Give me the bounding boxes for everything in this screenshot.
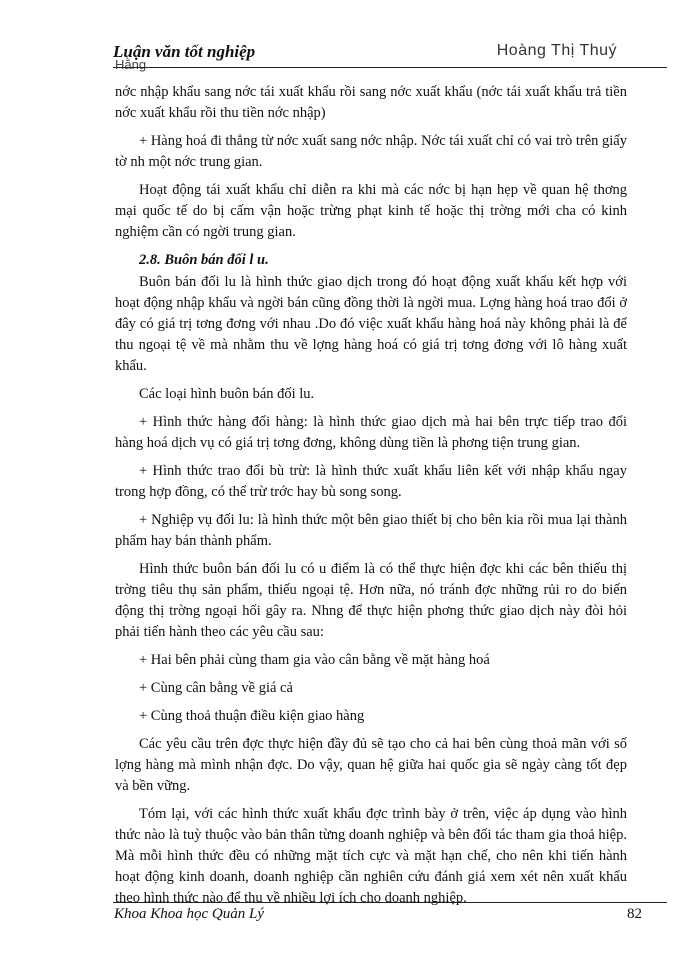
paragraph: Buôn bán đối lu là hình thức giao dịch trong đó hoạt động xuất khẩu kết hợp với hoạt động nhập khẩu và ngời bán cũng đồng thời là ngời mua. Lợng hàng hoá trao đổi ở đây có giá trị tơng đơng với nhau .Do đó việc xuất khẩu hàng hoá này không phải là để thu ngoại tệ về mà nhằm thu về lợng hàng hoá có giá trị tơng đơng với lô hàng xuất khẩu. [115,274,627,374]
page-body [115,82,627,916]
page-header [113,40,667,70]
paragraph: + Cùng cân bằng về giá cả [139,680,293,696]
thesis-title: Luận văn tốt nghiệp [113,42,256,61]
section-heading: 2.8. Buôn bán đối l u. [139,252,269,268]
paragraph: Các loại hình buôn bán đối lu. [139,386,315,402]
paragraph: + Hai bên phải cùng tham gia vào cân bằng về mặt hàng hoá [139,652,490,668]
paragraph: + Hình thức hàng đổi hàng: là hình thức giao dịch mà hai bên trực tiếp trao đổi hàng hoá dịch vụ có giá trị tơng đơng, không dùng tiền là phơng tiện trung gian. [115,414,627,451]
footer-rule [113,902,667,903]
faculty-name: Khoa Khoa học Quản Lý [114,906,264,922]
page-number: 82 [627,906,642,922]
paragraph: Hình thức buôn bán đối lu có u điểm là có thể thực hiện đợc khi các bên thiếu thị trờng tiêu thụ sản phẩm, thiếu ngoại tệ. Hơn nữa, nó tránh đợc những rủi ro do biến động thị trờng ngoại hối gây ra. Nhng để thực hiện phơng thức giao dịch này đòi hỏi phải tiến hành theo các yêu cầu sau: [115,561,627,640]
paragraph: Các yêu cầu trên đợc thực hiện đầy đủ sẽ tạo cho cả hai bên cùng thoả mãn với số lợng hàng mà mình nhận đợc. Do vậy, quan hệ giữa hai quốc gia sẽ ngày càng tốt đẹp và bền vững. [115,736,627,794]
paragraph: Tóm lại, với các hình thức xuất khẩu đợc trình bày ở trên, việc áp dụng vào hình thức nào là tuỳ thuộc vào bản thân từng doanh nghiệp và bên đối tác tham gia thoả hiệp. Mà mỗi hình thức đều có những mặt tích cực và mặt hạn chế, cho nên khi tiến hành hoạt động kinh doanh, doanh nghiệp cần nghiên cứu đánh giá xem xét nên xuất khẩu theo hình thức nào để thu về nhiều lợi ích cho doanh nghiệp. [115,806,627,906]
paragraph: + Nghiệp vụ đối lu: là hình thức một bên giao thiết bị cho bên kia rồi mua lại thành phẩm hay bán thành phẩm. [115,512,627,549]
header-rule [113,67,667,68]
author-name: Hoàng Thị Thuý [496,42,617,59]
paragraph: Hoạt động tái xuất khẩu chỉ diễn ra khi mà các nớc bị hạn hẹp về quan hệ thơng mại quốc tế do bị cấm vận hoặc trừng phạt kinh tế hoặc thị trờng mới cha có kinh nghiệm cần có ngời trung gian. [115,182,627,240]
author-name-continued: Hằng [115,57,147,72]
paragraph: + Hình thức trao đổi bù trừ: là hình thức xuất khẩu liên kết với nhập khẩu ngay trong hợp đồng, có thể trừ trớc hay bù song song. [115,463,627,500]
paragraph: nớc nhập khẩu sang nớc tái xuất khẩu rồi sang nớc xuất khẩu (nớc tái xuất khẩu trả tiền nớc xuất khẩu rồi thu tiền nớc nhập) [115,84,627,121]
paragraph: + Cùng thoả thuận điều kiện giao hàng [139,708,365,724]
paragraph: + Hàng hoá đi thẳng từ nớc xuất sang nớc nhập. Nớc tái xuất chỉ có vai trò trên giấy tờ nh một nớc trung gian. [115,133,627,170]
